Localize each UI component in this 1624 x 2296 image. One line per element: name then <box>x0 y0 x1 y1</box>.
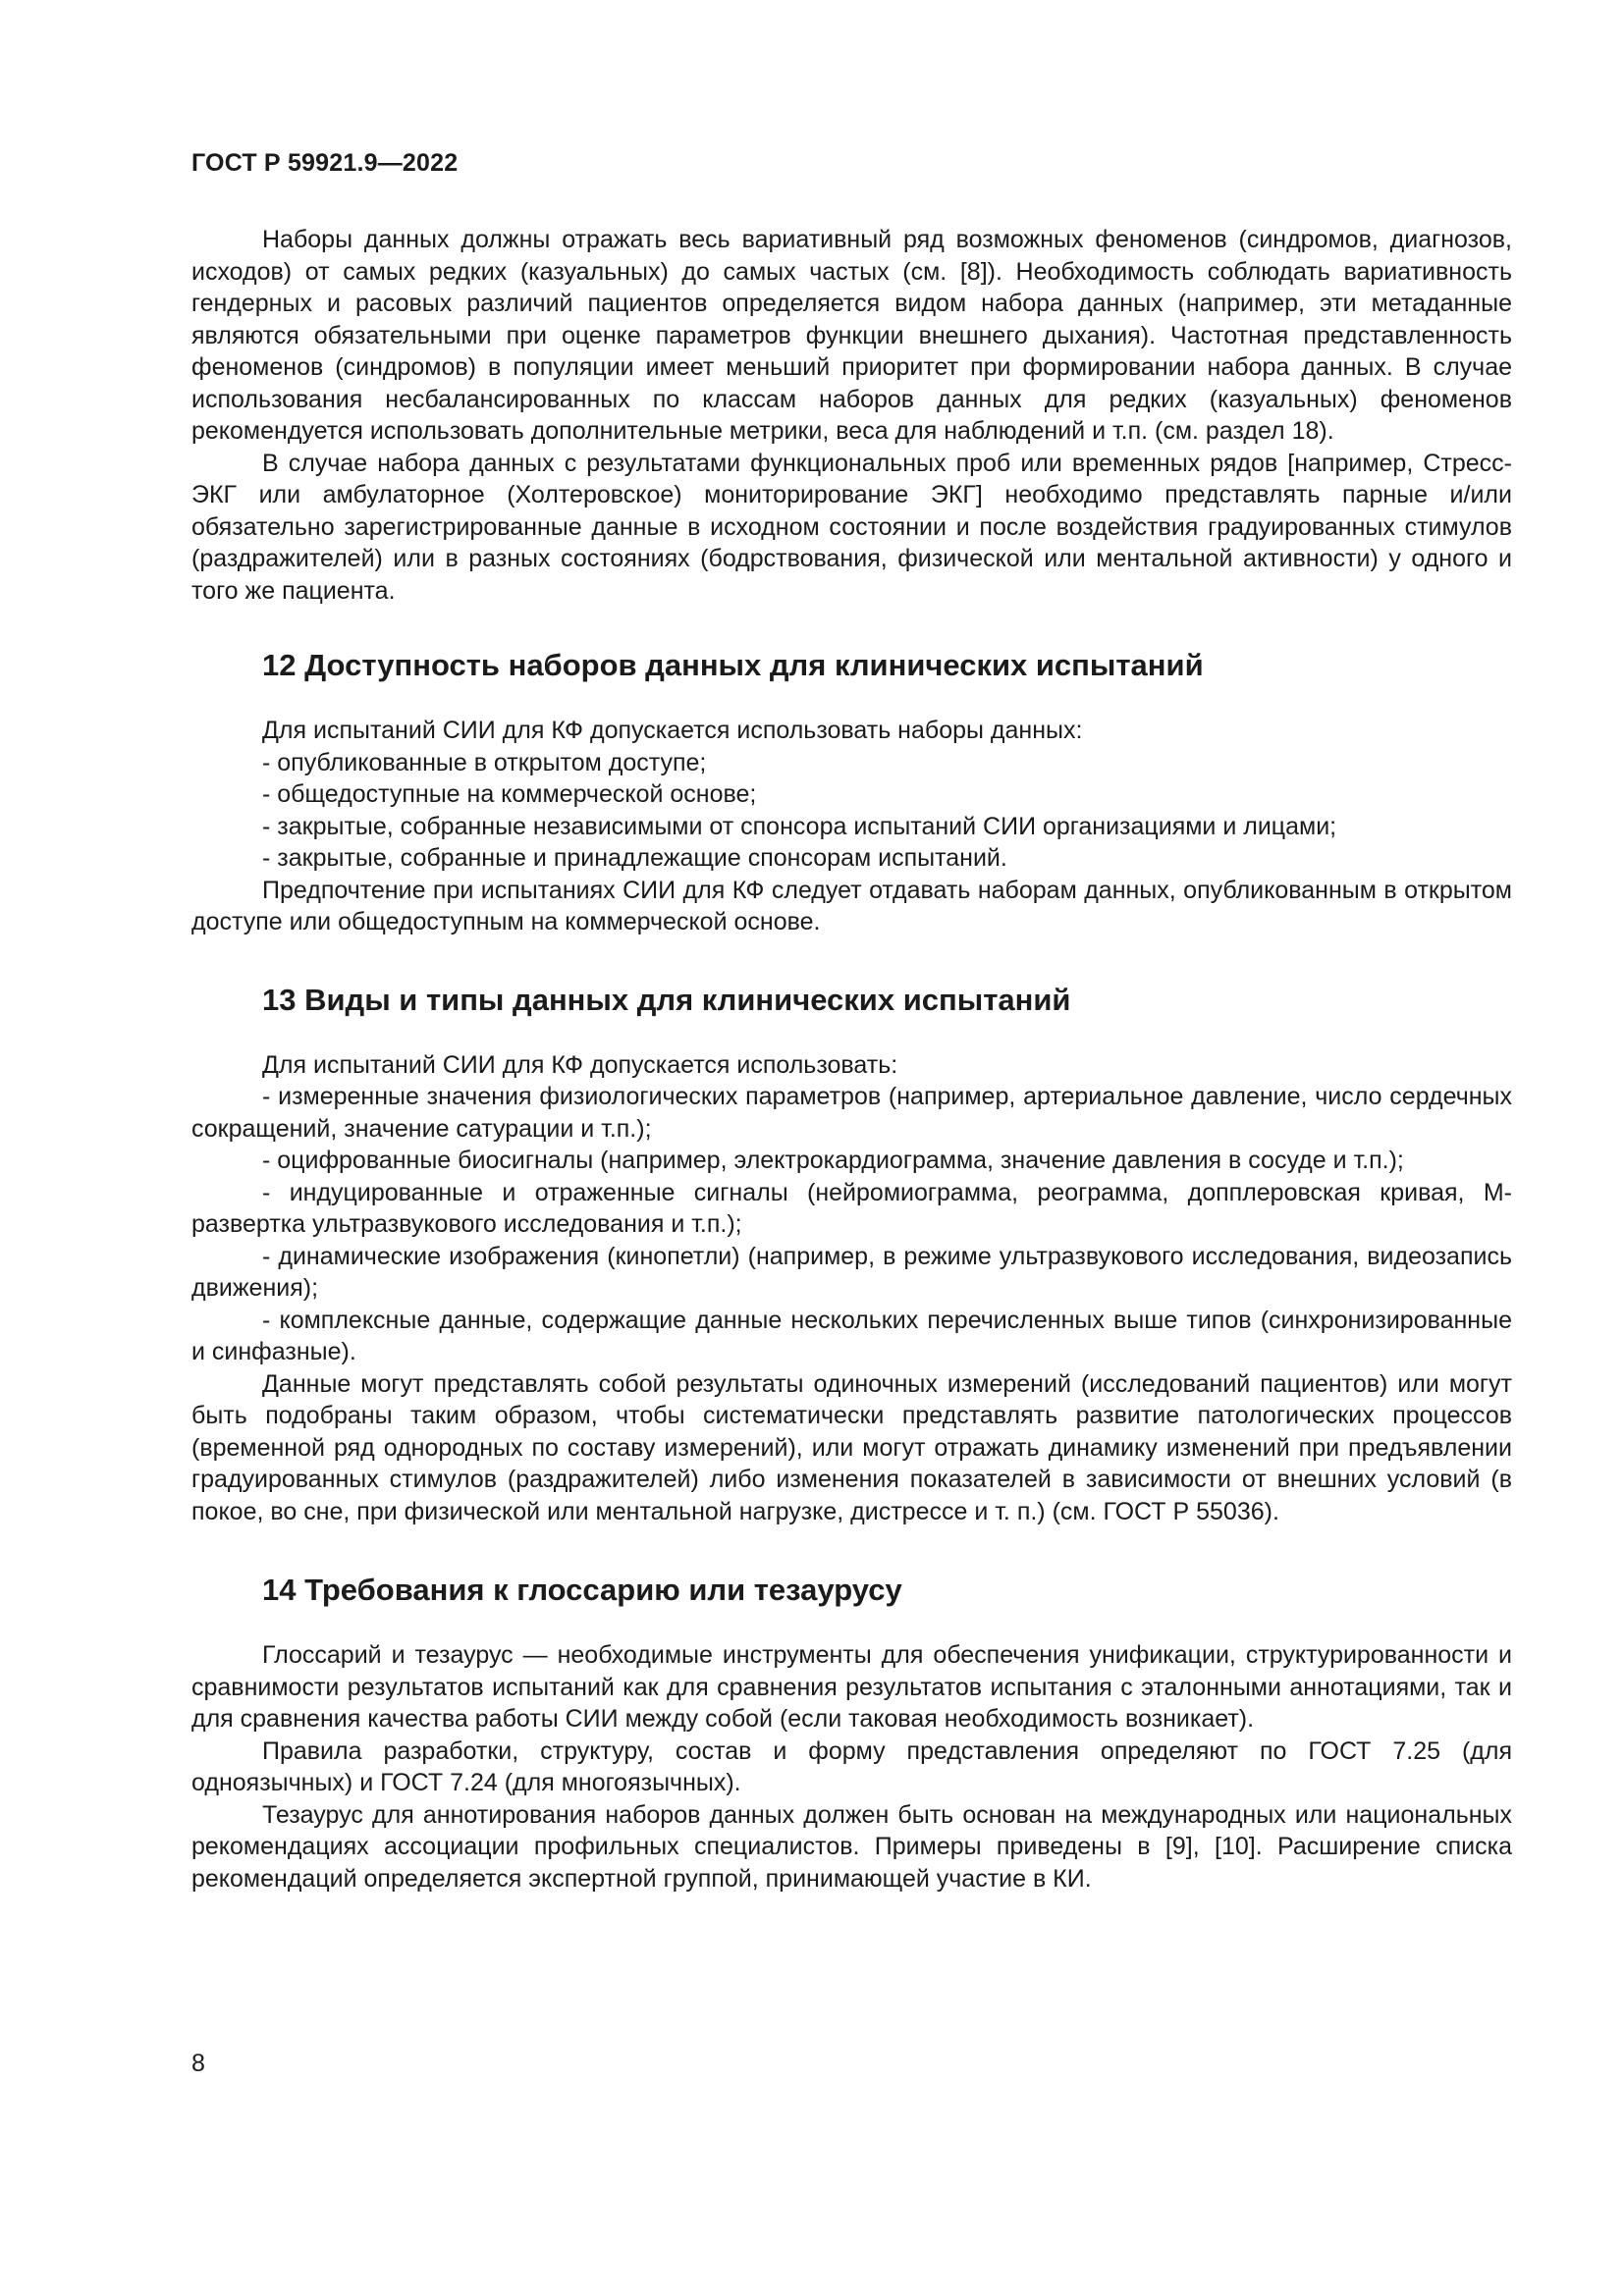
section-12-title: 12 Доступность наборов данных для клинических испытаний <box>262 648 1204 682</box>
list-item: - общедоступные на коммерческой основе; <box>262 780 757 808</box>
page-number: 8 <box>191 2050 205 2077</box>
section-14-paragraph-3: Тезаурус для аннотирования наборов данных должен быть основан на международных или национальных рекомендациях ассоциации профильных специалистов. Примеры приведены в [9], [10]. Расширение списка рекомендаций определяется экспертной группой, принимающей участие в КИ. <box>191 1800 1512 1893</box>
section-14-paragraph-2: Правила разработки, структуру, состав и форму представления определяют по ГОСТ 7.25 (для одноязычных) и ГОСТ 7.24 (для многоязычных). <box>191 1736 1512 1796</box>
document-code: ГОСТ Р 59921.9—2022 <box>191 149 459 177</box>
list-item: - измеренные значения физиологических параметров (например, артериальное давление, число сердечных сокращений, значение сатурации и т.п.); <box>191 1083 1512 1143</box>
list-item: - динамические изображения (кинопетли) (например, в режиме ультразвукового исследования, видеозапись движения); <box>191 1242 1512 1302</box>
section-13-list <box>191 1081 1512 1368</box>
list-item: - индуцированные и отраженные сигналы (нейромиограмма, реограмма, допплеровская кривая, М-развертка ультразвукового исследования и т.п.); <box>191 1178 1512 1238</box>
list-item: - закрытые, собранные и принадлежащие спонсорам испытаний. <box>262 844 1007 872</box>
intro-paragraph-1: Наборы данных должны отражать весь вариативный ряд возможных феноменов (синдромов, диагнозов, исходов) от самых редких (казуальных) до самых частых (см. [8]). Необходимость соблюдать вариативность гендерных и расовых различий пациентов определяется видом набора данных (например, эти метаданные являются обязательными при оценке параметров функции внешнего дыхания). Частотная представленность феноменов (синдромов) в популяции имеет меньший приоритет при формировании набора данных. В случае использования несбалансированных по классам наборов данных для редких (казуальных) феноменов рекомендуется использовать дополнительные метрики, веса для наблюдений и т.п. (см. раздел 18). <box>191 226 1512 445</box>
section-12-list <box>191 747 1512 875</box>
list-item: - закрытые, собранные независимыми от спонсора испытаний СИИ организациями и лицами; <box>262 812 1337 840</box>
section-14-title: 14 Требования к глоссарию или тезаурусу <box>262 1573 902 1607</box>
section-12-lead: Для испытаний СИИ для КФ допускается использовать наборы данных: <box>262 717 1083 744</box>
list-item: - опубликованные в открытом доступе; <box>262 748 707 776</box>
intro-paragraph-2: В случае набора данных с результатами функциональных проб или временных рядов [например, Стресс-ЭКГ или амбулаторное (Холтеровское) мониторирование ЭКГ] необходимо представлять парные и/или обязательно зарегистрированные данные в исходном состоянии и после воздействия градуированных стимулов (раздражителей) или в разных состояниях (бодрствования, физической или ментальной активности) у одного и того же пациента. <box>191 449 1512 605</box>
list-item: - оцифрованные биосигналы (например, электрокардиограмма, значение давления в сосуде и т.п.); <box>262 1147 1404 1174</box>
section-14-paragraph-1: Глоссарий и тезаурус — необходимые инструменты для обеспечения унификации, структурированности и сравнимости результатов испытаний как для сравнения результатов испытания с эталонными аннотациями, так и для сравнения качества работы СИИ между собой (если таковая необходимость возникает). <box>191 1641 1512 1733</box>
page-body <box>191 224 1512 1895</box>
section-12-closing: Предпочтение при испытаниях СИИ для КФ следует отдавать наборам данных, опубликованным в открытом доступе или общедоступным на коммерческой основе. <box>191 876 1512 935</box>
section-13-closing: Данные могут представлять собой результаты одиночных измерений (исследований пациентов) или могут быть подобраны таким образом, чтобы систематически представлять развитие патологических процессов (временной ряд однородных по составу измерений), или могут отражать динамику изменений при предъявлении градуированных стимулов (раздражителей) либо изменения показателей в зависимости от внешних условий (в покое, во сне, при физической или ментальной нагрузке, дистрессе и т. п.) (см. ГОСТ Р 55036). <box>191 1369 1512 1525</box>
section-13-lead: Для испытаний СИИ для КФ допускается использовать: <box>262 1050 898 1079</box>
section-13-title: 13 Виды и типы данных для клинических испытаний <box>262 982 1071 1017</box>
list-item: - комплексные данные, содержащие данные нескольких перечисленных выше типов (синхронизированные и синфазные). <box>191 1306 1512 1365</box>
